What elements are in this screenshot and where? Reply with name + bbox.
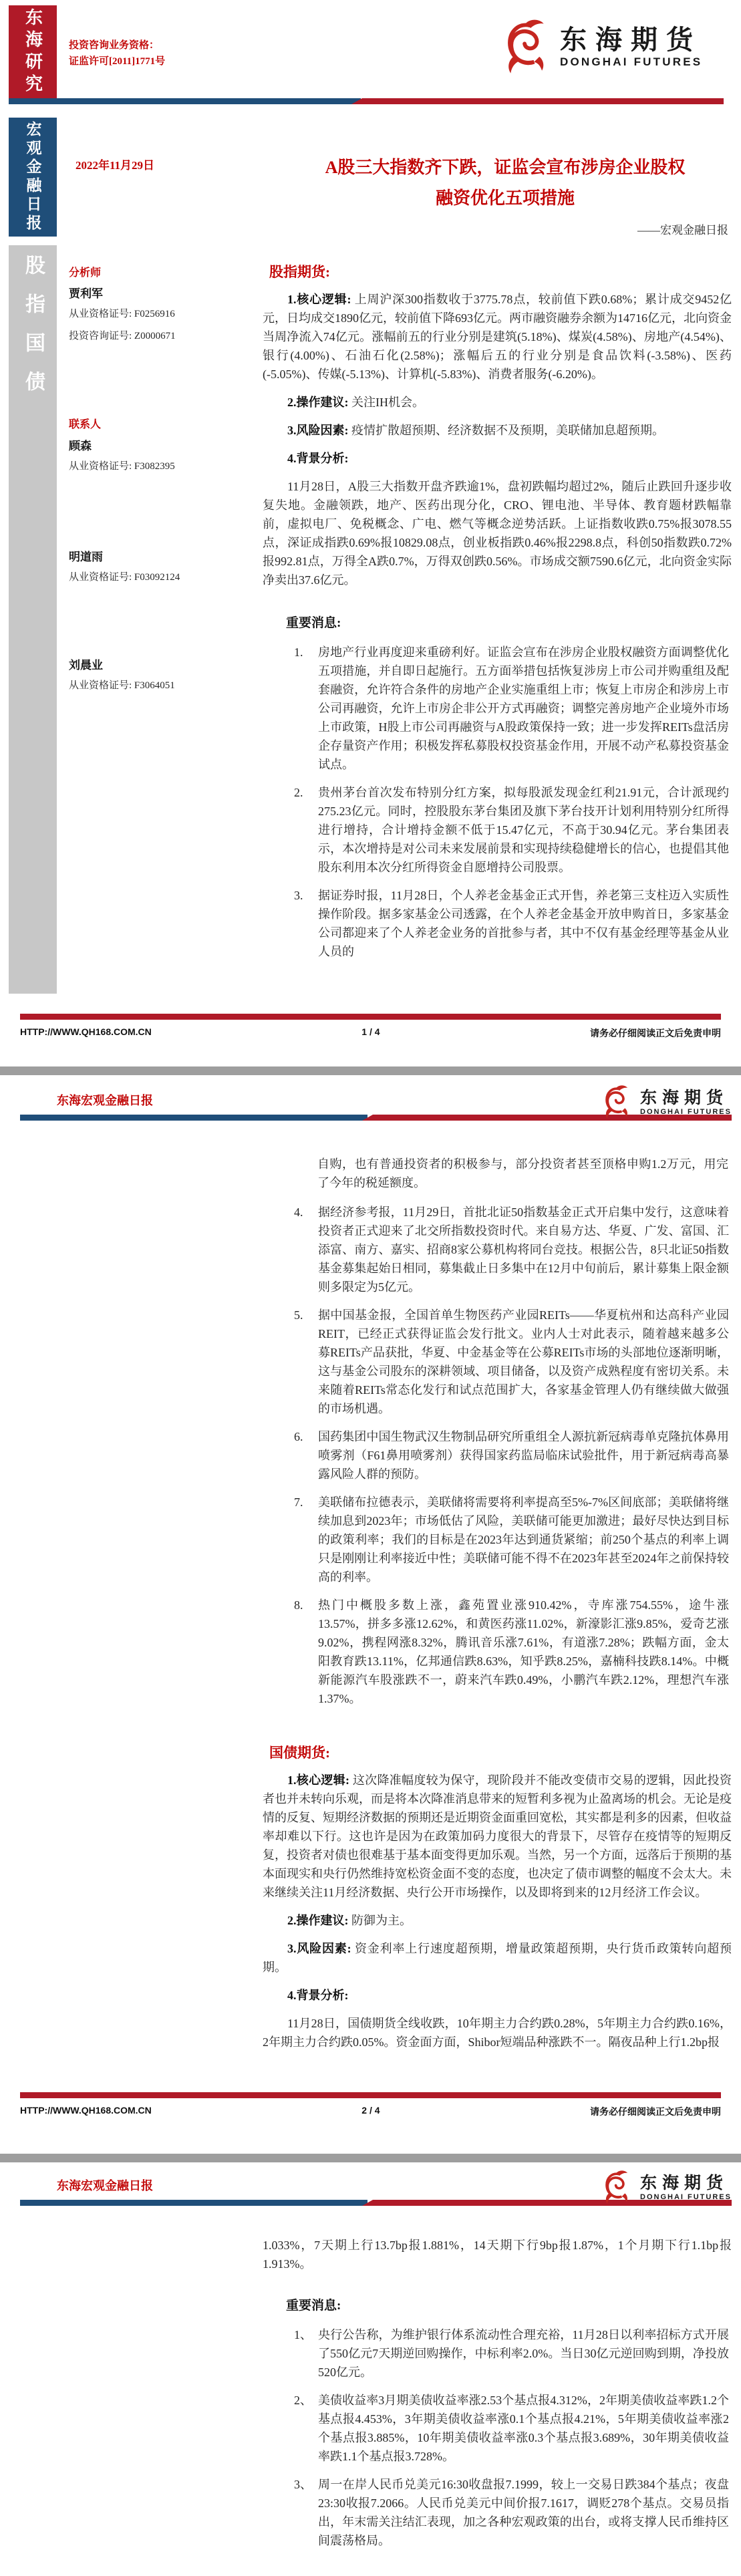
contact1-cert: 从业资格证号: F3082395 [69,461,175,472]
bond-bg-label: 4.背景分析: [287,1989,349,2002]
news-item-text: 国药集团中国生物武汉生物制品研究所重组全人源抗新冠病毒单克隆抗体鼻用喷雾剂（F61鼻用喷雾剂）获得国家药监局临床试验批件，用于新冠病毒高暴露风险人群的预防。 [318,1430,729,1481]
company-logo [601,1083,732,1123]
page2-header-title: 东海宏观金融日报 [57,1094,153,1107]
news-item-marker: 5. [294,1308,303,1322]
page3-header-title: 东海宏观金融日报 [57,2179,153,2192]
news-item-marker: 7. [294,1495,303,1509]
news-item-text: 据证券时报，11月28日，个人养老金基金正式开售，养老第三支柱迈入实质性操作阶段。据多家基金公司透露，在个人养老金基金开放申购首日，多家基金公司都迎来了个人养老金业务的首批参与者，其中不仅有基金经理等基金从业人员的 [318,889,729,958]
news-item-text: 贵州茅台首次发布特别分红方案，拟每股派发现金红利21.91元，合计派现约275.23亿元。同时，控股股东茅台集团及旗下茅台技开计划利用特别分红所得进行增持，合计增持金额不低于15.47亿元，不高于30.94亿元。茅台集团表示，本次增持是对公司未来发展前景和实现持续稳健增长的信心，也提倡其他股东利用本次分红所得资金自愿增持公司股票。 [318,786,729,874]
equity-news-list-p2 [263,1203,732,1708]
header-rule-blue [20,1115,367,1121]
analyst-label: 分析师 [69,267,102,279]
news-item-text: 房地产行业再度迎来重磅利好。证监会宣布在涉房企业股权融资方面调整优化五项措施，并自即日起施行。五方面举措包括恢复涉房上市公司并购重组及配套融资，允许符合条件的房地产企业实施重组上市；恢复上市房企和涉房上市公司再融资，允许上市房企非公开方式再融资；调整完善房地产企业境外市场上市政策，H股上市公司再融资与A股政策保持一致；进一步发挥REITs盘活房企存量资产作用；积极发挥私募股权投资基金作用，开展不动产私募投资基金试点。 [318,646,729,771]
news-item [263,1596,732,1708]
equity-risk [263,421,732,440]
news-item-marker: 2. [294,786,303,799]
report-subtitle: ——宏观金融日报 [637,224,728,237]
page2-footer [20,2105,721,2118]
news-item [263,2391,732,2466]
daily-badge: 宏观金融日报 [9,118,57,237]
news-item-text: 美债收益率3月期美债收益率涨2.53个基点报4.312%，2年期美债收益率跌1.2个基点报4.453%，3年期美债收益率涨0.1个基点报4.21%，5年期美债收益率涨2个基点报3.885%，10年期美债收益率涨0.3个基点报3.689%，30年期美债收益率跌1.1个基点报3.728%。 [318,2394,729,2463]
report-title [279,152,731,214]
equity-news-list-p1 [263,643,732,961]
equity-core-paragraph [263,290,732,384]
logo-text-cn: 东海期货 [560,24,702,55]
news-item-text: 央行公告称，为维护银行体系流动性合理充裕，11月28日以利率招标方式开展了550亿元7天期逆回购操作，中标利率2.0%。当日30亿元逆回购到期，净投放520亿元。 [318,2328,729,2379]
footer-disclaimer: 请务必仔细阅读正文后免责申明 [590,1028,721,1038]
bond-news-heading: 重要消息: [286,2299,341,2313]
news-item-marker: 1. [294,646,303,659]
equity-news-heading: 重要消息: [286,616,341,630]
license-line2: 证监许可[2011]1771号 [69,56,166,67]
news-item [263,1306,732,1418]
footer-disclaimer: 请务必仔细阅读正文后免责申明 [590,2106,721,2117]
footer-page-number: 2 / 4 [361,2105,380,2116]
news-item [263,1427,732,1483]
contact3-cert: 从业资格证号: F3064051 [69,680,175,691]
footer-url: HTTP://WWW.QH168.COM.CN [20,2105,152,2116]
news-item [263,783,732,877]
news-item-marker: 1、 [294,2328,312,2341]
page2-body [263,1155,732,2084]
logo-text-cn: 东海期货 [640,2174,729,2192]
news-item [263,886,732,961]
bond-section-heading: 国债期货: [269,1745,330,1761]
equity-core-text: 上周沪深300指数收于3775.78点，较前值下跌0.68%；累计成交9452亿元，日均成交1890亿元，较前值下降693亿元。两市融资融券余额为14716亿元，北向资金当周净流入74亿元。涨幅前五的行业分别是建筑(5.18%)、煤炭(4.58%)、房地产(4.54%)、银行(4.00%)、石油石化(2.58%)；涨幅后五的行业分别是食品饮料(-3.58%)、医药(-5.05%)、传媒(-5.13%)、计算机(-5.83%)、消费者服务(-6.20%)。 [263,293,732,381]
contact-label: 联系人 [69,419,102,430]
analyst-cert1: 从业资格证号: F0256916 [69,309,175,319]
dragon-logo-icon [601,1083,633,1123]
news-item-text: 据中国基金报，全国首单生物医药产业园REITs——华夏杭州和达高科产业园REIT，已经正式获得证监会发行批文。业内人士对此表示，随着越来越多公募REITs产品获批，华夏、中金基金等在公募REITs市场的头部地位逐渐明晰，这与基金公司股东的深耕领域、项目储备，以及资产成熟程度有密切关系。未来随着REITs常态化发行和试点范围扩大，各家基金管理人仍有继续做大做强的市场机遇。 [318,1308,729,1415]
bond-core-paragraph [263,1771,732,1902]
equity-risk-label: 3.风险因素: [287,424,351,437]
bond-advice-text: 防御为主。 [351,1914,412,1927]
equity-bg-paragraph: 11月28日，A股三大指数开盘齐跌逾1%，盘初跌幅均超过2%，随后止跌回升逐步收复失地。金融领跌，地产、医药出现分化，CRO、锂电池、半导体、教育题材跌幅靠前，虚拟电厂、免税概念、广电、燃气等概念逆势活跃。上证指数收跌0.75%报3078.55点，深证成指跌0.69%报10829.08点，创业板指跌0.46%报2298.8点，科创50指数跌0.72%报992.81点，万得全A跌0.7%，万得双创跌0.56%。市场成交额7590.6亿元，北向资金实际净卖出37.6亿元。 [263,480,732,587]
license-info [69,37,165,69]
logo-text-en: DONGHAI FUTURES [640,2193,732,2202]
news-item-text: 据经济参考报，11月29日，首批北证50指数基金正式开启集中发行，这意味着投资者正式迎来了北交所指数投资时代。来自易方达、华夏、广发、富国、汇添富、南方、嘉实、招商8家公募机构将同台竞技。根据公告，8只北证50指数基金募集起始日相同，募集截止日多集中在12月中旬前后，累计募集上限金额则多限定为5亿元。 [318,1205,729,1294]
dragon-logo-icon [601,2168,633,2208]
news-item [263,643,732,774]
dragon-logo-icon [501,16,553,78]
equity-advice-label: 2.操作建议: [287,396,351,409]
bond-core-label: 1.核心逻辑: [287,1773,353,1787]
header-rule-blue [9,98,361,104]
bond-bg-paragraph-p3: 1.033%，7天期上行13.7bp报1.881%，14天期下行9bp报1.87%，1个月期下行1.1bp报1.913%。 [263,2239,732,2271]
news-item [263,1493,732,1586]
news-item-text: 周一在岸人民币兑美元16:30收盘报7.1999，较上一交易日跌384个基点；夜盘23:30收报7.2066。人民币兑美元中间价报7.1617，调贬278个基点。交易员指出，年末需关注结汇表现，加之各种宏观政策的出台，或将支撑人民币维持区间震荡格局。 [318,2478,729,2547]
equity-section-heading: 股指期货: [269,264,330,280]
header-rule-red [351,98,724,104]
news-item [263,2325,732,2382]
company-logo [501,16,702,78]
analyst-cert2: 投资咨询证号: Z0000671 [69,331,176,341]
equity-advice [263,393,732,412]
report-title-line2: 融资优化五项措施 [435,188,575,208]
news-item-marker: 3、 [294,2478,312,2491]
news-item [263,1203,732,1296]
report-date: 2022年11月29日 [76,159,155,172]
bond-news-list [263,2325,732,2550]
bond-core-text: 这次降准幅度较为保守，现阶段并不能改变债市交易的逻辑，因此投资者也并未转向乐观，而是将本次降准消息带来的短暂利多视为止盈离场的机会。无论是疫情的反复、短期经济数据的预期还是近期资金面重回宽松，其实都是利多的因素，但收益率却难以下行。这也许是因为在政策加码力度很大的背景下，尽管存在疫情等的短期反复，投资者对债也很难基于基本面变得更加乐观。当然，另一个方面，远落后于预期的基本面现实和央行仍然维持宽松资金面不变的态度，也决定了债市调整的幅度不会太大。未来继续关注11月经济数据、央行公开市场操作，以及即将到来的12月经济工作会议。 [263,1773,732,1899]
report-title-line1: A股三大指数齐下跌，证监会宣布涉房企业股权 [325,158,686,177]
news-item [263,2475,732,2550]
news-item-marker: 4. [294,1205,303,1219]
equity-core-label: 1.核心逻辑: [287,293,355,306]
contact3-name: 刘晨业 [69,659,103,672]
research-badge: 东海研究 [9,5,57,98]
news-item-marker: 3. [294,889,303,902]
bond-risk [263,1939,732,1977]
contact2-name: 明道雨 [69,551,103,563]
footer-rule [20,2092,721,2098]
news-item3-continuation: 自购，也有普通投资者的积极参与，部分投资者甚至顶格申购1.2万元，用完了今年的税延额度。 [317,1157,728,1189]
page-separator [0,2154,741,2162]
bond-bg-paragraph-p2: 11月28日，国债期货全线收跌，10年期主力合约跌0.28%，5年期主力合约跌0.16%，2年期主力合约跌0.05%。资金面方面，Shibor短端品种涨跌不一。隔夜品种上行1.2bp报 [263,2017,732,2049]
equity-bg-label: 4.背景分析: [287,452,349,465]
analyst-name: 贾利军 [69,287,103,300]
bond-risk-label: 3.风险因素: [287,1942,355,1955]
footer-page-number: 1 / 4 [361,1026,380,1037]
news-item-marker: 8. [294,1598,303,1612]
contact2-cert: 从业资格证号: F03092124 [69,572,180,583]
news-item-text: 美联储布拉德表示，美联储将需要将利率提高至5%-7%区间底部；美联储将继续加息到2023年；市场低估了风险，美联储可能更加激进；最好尽快达到目标的政策利率；我们的目标是在2023年达到通货紧缩；前250个基点的利率上调只是刚刚让利率接近中性；美联储可能不得不在2023年甚至2024年之前保持较高的利率。 [318,1495,729,1584]
equity-risk-text: 疫情扩散超预期、经济数据不及预期，美联储加息超预期。 [351,424,664,437]
news-item-marker: 6. [294,1430,303,1443]
news-item-marker: 2、 [294,2394,312,2407]
footer-url: HTTP://WWW.QH168.COM.CN [20,1026,152,1037]
footer-rule [20,1014,721,1020]
page3-body [263,2236,732,2570]
header-rule-blue [20,2200,367,2206]
news-item-text: 热门中概股多数上涨，鑫苑置业涨910.42%，寺库涨754.55%，途牛涨13.57%，拼多多涨12.62%，和黄医药涨11.02%，新濠影汇涨9.85%，爱奇艺涨9.02%，携程网涨8.32%，腾讯音乐涨7.61%，有道涨7.28%；跌幅方面，金太阳教育跌13.11%，亿邦通信跌8.63%，知乎跌8.25%，嘉楠科技跌8.14%。中概新能源汽车股涨跌不一，蔚来汽车跌0.49%，小鹏汽车跌2.12%，理想汽车涨1.37%。 [318,1598,729,1705]
contact1-name: 顾森 [69,440,92,452]
company-logo [601,2168,732,2208]
logo-text-cn: 东海期货 [640,1089,729,1107]
equity-advice-text: 关注IH机会。 [351,396,424,409]
page1-body [263,263,732,1005]
logo-text-en: DONGHAI FUTURES [640,1108,732,1117]
page1-footer [20,1026,721,1040]
logo-text-en: DONGHAI FUTURES [560,55,703,68]
bond-advice-label: 2.操作建议: [287,1914,351,1927]
license-line1: 投资咨询业务资格： [69,40,160,51]
section-badge: 股指国债 [9,245,57,994]
bond-risk-text: 资金利率上行速度超预期，增量政策超预期，央行货币政策转向超预期。 [263,1942,732,1974]
bond-advice [263,1911,732,1930]
page-separator [0,1066,741,1075]
